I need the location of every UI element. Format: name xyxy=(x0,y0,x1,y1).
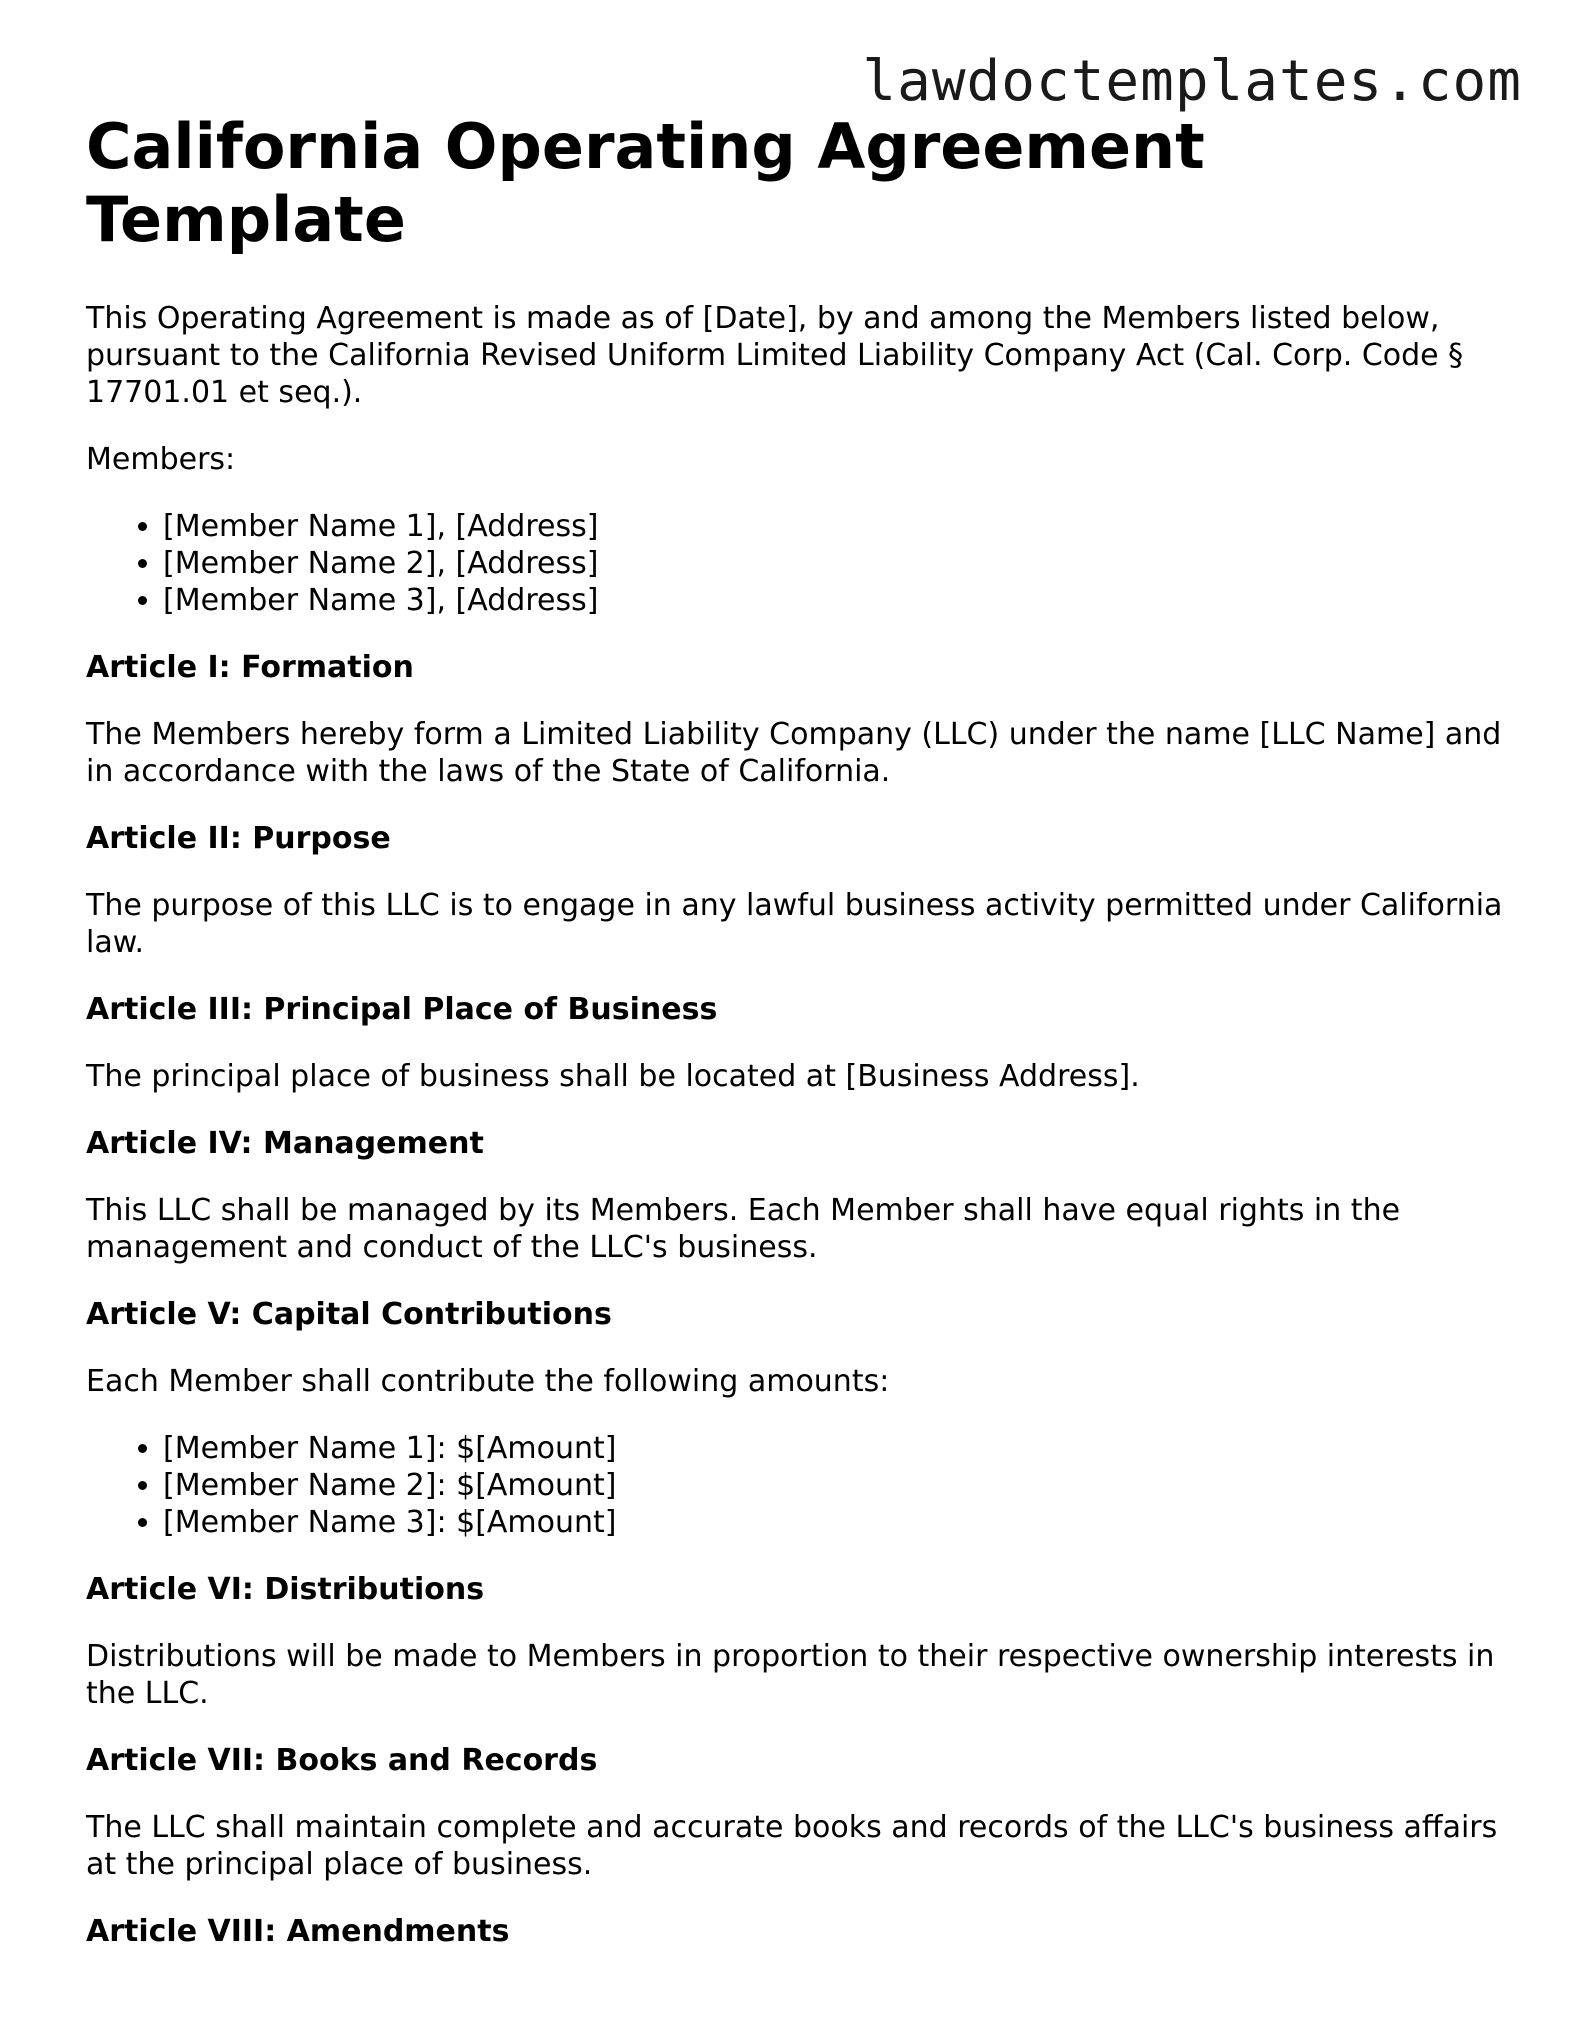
document-title: California Operating Agreement Template xyxy=(86,110,1205,256)
article-7-heading: Article VII: Books and Records xyxy=(86,1743,598,1778)
article-4-text: This LLC shall be managed by its Members. Each Member shall have equal rights in the management and conduct of the LLC's business. xyxy=(86,1193,1401,1265)
article-6-heading: Article VI: Distributions xyxy=(86,1572,485,1607)
article-3-heading: Article III: Principal Place of Business xyxy=(86,992,718,1027)
article-1-heading: Article I: Formation xyxy=(86,650,414,685)
list-item: • [Member Name 2]: $[Amount] xyxy=(163,1467,1506,1504)
list-item: • [Member Name 2], [Address] xyxy=(163,545,1506,582)
article-2-heading: Article II: Purpose xyxy=(86,821,391,856)
list-item: • [Member Name 3], [Address] xyxy=(163,582,1506,619)
article-4-heading: Article IV: Management xyxy=(86,1126,484,1161)
intro-paragraph: This Operating Agreement is made as of [Date], by and among the Members listed below, pursuant to the California Revised Uniform Limited Liability Company Act (Cal. Corp. Code § 17701.01 et seq.). xyxy=(86,301,1464,410)
list-item: • [Member Name 1], [Address] xyxy=(163,508,1506,545)
list-item: • [Member Name 1]: $[Amount] xyxy=(163,1430,1506,1467)
contributions-list xyxy=(86,1430,1506,1541)
site-watermark: lawdoctemplates.com xyxy=(862,49,1522,114)
article-8-heading: Article VIII: Amendments xyxy=(86,1914,510,1949)
article-5-text: Each Member shall contribute the following amounts: xyxy=(86,1364,890,1399)
document-body xyxy=(86,110,1506,1980)
members-label: Members: xyxy=(86,442,236,477)
list-item: • [Member Name 3]: $[Amount] xyxy=(163,1504,1506,1541)
article-2-text: The purpose of this LLC is to engage in any lawful business activity permitted under California law. xyxy=(86,888,1503,960)
members-list xyxy=(86,508,1506,619)
article-5-heading: Article V: Capital Contributions xyxy=(86,1297,612,1332)
article-3-text: The principal place of business shall be located at [Business Address]. xyxy=(86,1059,1140,1094)
article-7-text: The LLC shall maintain complete and accurate books and records of the LLC's business affairs at the principal place of business. xyxy=(86,1810,1498,1882)
article-1-text: The Members hereby form a Limited Liability Company (LLC) under the name [LLC Name] and in accordance with the laws of the State of California. xyxy=(86,717,1502,789)
article-6-text: Distributions will be made to Members in proportion to their respective ownership interests in the LLC. xyxy=(86,1639,1495,1711)
